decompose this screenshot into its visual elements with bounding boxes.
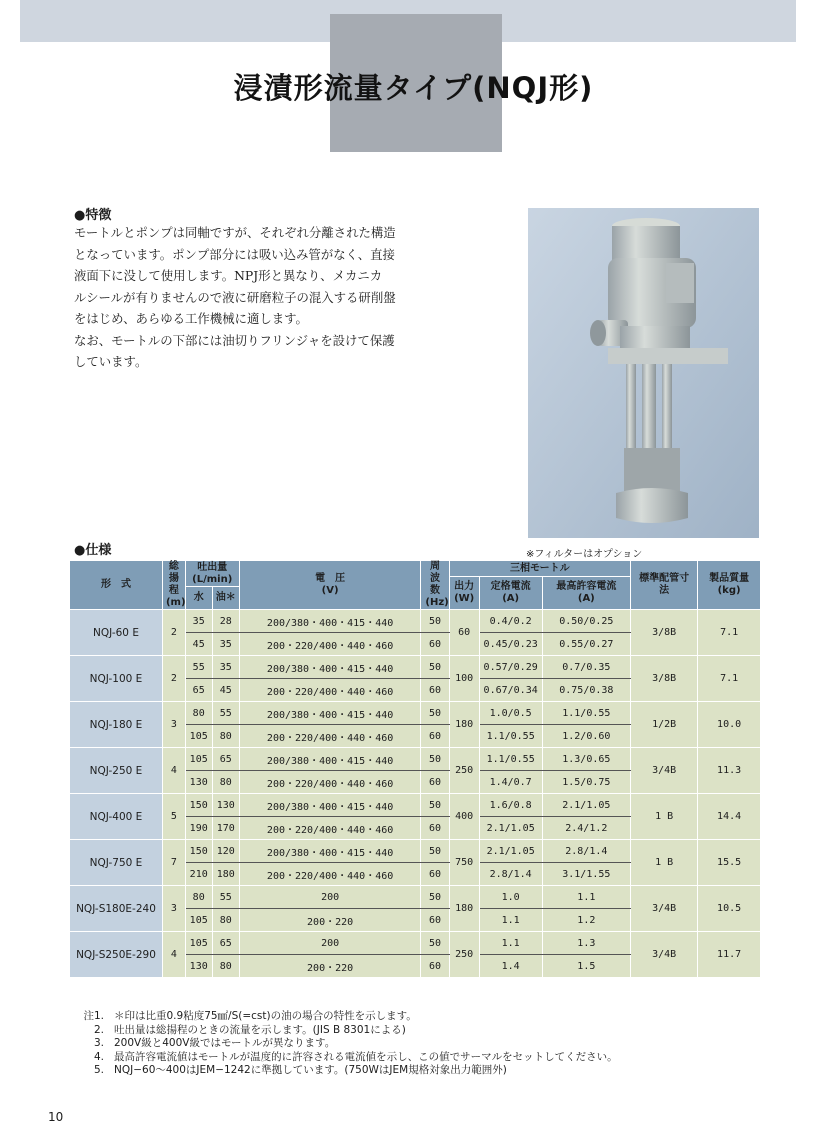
head-cell: 2 bbox=[162, 656, 185, 702]
water-cell: 105 bbox=[185, 909, 212, 932]
water-cell: 130 bbox=[185, 955, 212, 978]
spec-row bbox=[70, 610, 761, 633]
pipe-cell: 1 B bbox=[631, 794, 698, 840]
features-line: ルシールが有りませんので液に研磨粒子の混入する研削盤 bbox=[74, 289, 396, 305]
header-weight-label: 製品質量 bbox=[709, 573, 750, 584]
voltage-cell: 200・220/400・440・460 bbox=[239, 771, 421, 794]
note-number: 3. bbox=[93, 1037, 104, 1049]
water-cell: 80 bbox=[185, 702, 212, 725]
head-cell: 5 bbox=[162, 794, 185, 840]
oil-cell: 120 bbox=[212, 840, 239, 863]
maxcur-cell: 1.2 bbox=[542, 909, 631, 932]
freq-cell: 60 bbox=[421, 955, 449, 978]
voltage-cell: 200 bbox=[239, 886, 421, 909]
water-cell: 55 bbox=[185, 656, 212, 679]
weight-cell: 14.4 bbox=[698, 794, 761, 840]
output-cell: 100 bbox=[449, 656, 479, 702]
voltage-cell: 200/380・400・415・440 bbox=[239, 610, 421, 633]
freq-cell: 50 bbox=[421, 932, 449, 955]
rated-cell: 1.1 bbox=[479, 932, 542, 955]
features-text bbox=[74, 222, 444, 373]
header-head: 総揚程(m) bbox=[162, 561, 185, 610]
features-line: しています。 bbox=[74, 354, 148, 369]
oil-cell: 130 bbox=[212, 794, 239, 817]
oil-cell: 180 bbox=[212, 863, 239, 886]
water-cell: 190 bbox=[185, 817, 212, 840]
model-cell: NQJ-400 E bbox=[70, 794, 163, 840]
header-maxcur bbox=[542, 577, 631, 610]
oil-cell: 55 bbox=[212, 886, 239, 909]
maxcur-cell: 0.75/0.38 bbox=[542, 679, 631, 702]
weight-cell: 11.3 bbox=[698, 748, 761, 794]
rated-cell: 1.1/0.55 bbox=[479, 725, 542, 748]
pump-illustration bbox=[528, 208, 759, 538]
header-motor: 三相モートル bbox=[449, 561, 631, 577]
freq-cell: 50 bbox=[421, 610, 449, 633]
water-cell: 210 bbox=[185, 863, 212, 886]
model-cell: NQJ-250 E bbox=[70, 748, 163, 794]
maxcur-cell: 0.55/0.27 bbox=[542, 633, 631, 656]
header-rated-label: 定格電流 bbox=[490, 581, 531, 592]
note-row bbox=[70, 1024, 618, 1038]
rated-cell: 0.45/0.23 bbox=[479, 633, 542, 656]
output-cell: 250 bbox=[449, 932, 479, 978]
weight-cell: 10.5 bbox=[698, 886, 761, 932]
voltage-cell: 200/380・400・415・440 bbox=[239, 656, 421, 679]
note-number: 注1. bbox=[83, 1010, 104, 1022]
features-line: をはじめ、あらゆる工作機械に適します。 bbox=[74, 311, 308, 326]
model-cell: NQJ-180 E bbox=[70, 702, 163, 748]
water-cell: 105 bbox=[185, 748, 212, 771]
freq-cell: 60 bbox=[421, 863, 449, 886]
oil-cell: 35 bbox=[212, 633, 239, 656]
maxcur-cell: 1.5 bbox=[542, 955, 631, 978]
note-number: 4. bbox=[93, 1050, 104, 1063]
freq-cell: 60 bbox=[421, 679, 449, 702]
maxcur-cell: 3.1/1.55 bbox=[542, 863, 631, 886]
voltage-cell: 200・220/400・440・460 bbox=[239, 633, 421, 656]
header-water: 水 bbox=[185, 587, 212, 610]
pipe-cell: 3/8B bbox=[631, 656, 698, 702]
rated-cell: 1.1 bbox=[479, 909, 542, 932]
rated-cell: 0.67/0.34 bbox=[479, 679, 542, 702]
voltage-cell: 200/380・400・415・440 bbox=[239, 794, 421, 817]
pump-photo bbox=[528, 208, 759, 538]
maxcur-cell: 1.2/0.60 bbox=[542, 725, 631, 748]
header-maxcur-label: 最高許容電流 bbox=[556, 581, 617, 592]
rated-cell: 1.1/0.55 bbox=[479, 748, 542, 771]
header-rated-unit: (A) bbox=[502, 593, 520, 604]
freq-cell: 50 bbox=[421, 748, 449, 771]
rated-cell: 0.4/0.2 bbox=[479, 610, 542, 633]
header-voltage bbox=[239, 561, 421, 610]
oil-cell: 55 bbox=[212, 702, 239, 725]
output-cell: 750 bbox=[449, 840, 479, 886]
head-cell: 4 bbox=[162, 932, 185, 978]
water-cell: 150 bbox=[185, 794, 212, 817]
output-cell: 60 bbox=[449, 610, 479, 656]
spec-row bbox=[70, 886, 761, 909]
water-cell: 45 bbox=[185, 633, 212, 656]
spec-row bbox=[70, 702, 761, 725]
spec-table bbox=[69, 560, 761, 978]
voltage-cell: 200/380・400・415・440 bbox=[239, 748, 421, 771]
freq-cell: 60 bbox=[421, 633, 449, 656]
maxcur-cell: 1.1/0.55 bbox=[542, 702, 631, 725]
features-line: 液面下に没して使用します。NPJ形と異なり、メカニカ bbox=[74, 268, 383, 283]
voltage-cell: 200/380・400・415・440 bbox=[239, 840, 421, 863]
oil-cell: 80 bbox=[212, 955, 239, 978]
weight-cell: 7.1 bbox=[698, 656, 761, 702]
spec-body bbox=[70, 610, 761, 978]
note-text: 吐出量は総揚程のときの流量を示します。(JIS B 8301による) bbox=[114, 1023, 406, 1036]
freq-cell: 60 bbox=[421, 725, 449, 748]
header-voltage-unit: (V) bbox=[321, 585, 339, 596]
pipe-cell: 3/4B bbox=[631, 932, 698, 978]
oil-cell: 35 bbox=[212, 656, 239, 679]
rated-cell: 1.4/0.7 bbox=[479, 771, 542, 794]
header-model: 形 式 bbox=[70, 561, 163, 610]
notes bbox=[70, 1010, 618, 1078]
freq-cell: 60 bbox=[421, 771, 449, 794]
model-cell: NQJ-750 E bbox=[70, 840, 163, 886]
rated-cell: 2.1/1.05 bbox=[479, 840, 542, 863]
header-pipe: 標準配管寸法 bbox=[631, 561, 698, 610]
oil-cell: 80 bbox=[212, 771, 239, 794]
water-cell: 150 bbox=[185, 840, 212, 863]
weight-cell: 7.1 bbox=[698, 610, 761, 656]
oil-cell: 80 bbox=[212, 909, 239, 932]
note-text: 最高許容電流値はモートルが温度的に許容される電流値を示し、この値でサーマルをセットしてください。 bbox=[114, 1050, 618, 1063]
output-cell: 250 bbox=[449, 748, 479, 794]
weight-cell: 10.0 bbox=[698, 702, 761, 748]
voltage-cell: 200・220 bbox=[239, 955, 421, 978]
head-cell: 3 bbox=[162, 702, 185, 748]
pipe-cell: 1/2B bbox=[631, 702, 698, 748]
note-row bbox=[70, 1037, 618, 1051]
voltage-cell: 200 bbox=[239, 932, 421, 955]
features-line: なお、モートルの下部には油切りフリンジャを設けて保護 bbox=[74, 332, 395, 348]
note-number: 2. bbox=[93, 1023, 104, 1036]
note-text: 200V級と400V級ではモートルが異なります。 bbox=[114, 1037, 336, 1049]
spec-row bbox=[70, 794, 761, 817]
model-cell: NQJ-S180E-240 bbox=[70, 886, 163, 932]
page-title: 浸漬形流量タイプ(NQJ形) bbox=[233, 71, 594, 105]
maxcur-cell: 0.7/0.35 bbox=[542, 656, 631, 679]
maxcur-cell: 1.1 bbox=[542, 886, 631, 909]
note-row bbox=[70, 1051, 618, 1065]
note-text: NQJ−60〜400はJEM−1242に準拠しています。(750WはJEM規格対象出力範囲外) bbox=[114, 1064, 507, 1076]
output-cell: 180 bbox=[449, 886, 479, 932]
voltage-cell: 200・220/400・440・460 bbox=[239, 863, 421, 886]
weight-cell: 11.7 bbox=[698, 932, 761, 978]
freq-cell: 50 bbox=[421, 656, 449, 679]
freq-cell: 60 bbox=[421, 817, 449, 840]
header-weight bbox=[698, 561, 761, 610]
note-number: 5. bbox=[93, 1064, 104, 1076]
pipe-cell: 3/4B bbox=[631, 748, 698, 794]
note-text: ＊印は比重0.9粘度75㎟/S(=cst)の油の場合の特性を示します。 bbox=[114, 1010, 417, 1022]
rated-cell: 0.57/0.29 bbox=[479, 656, 542, 679]
water-cell: 65 bbox=[185, 679, 212, 702]
oil-cell: 170 bbox=[212, 817, 239, 840]
oil-cell: 65 bbox=[212, 748, 239, 771]
spec-row bbox=[70, 748, 761, 771]
head-cell: 3 bbox=[162, 886, 185, 932]
spec-row bbox=[70, 840, 761, 863]
maxcur-cell: 2.4/1.2 bbox=[542, 817, 631, 840]
voltage-cell: 200・220/400・440・460 bbox=[239, 725, 421, 748]
output-cell: 400 bbox=[449, 794, 479, 840]
spec-row bbox=[70, 932, 761, 955]
voltage-cell: 200・220/400・440・460 bbox=[239, 817, 421, 840]
model-cell: NQJ-S250E-290 bbox=[70, 932, 163, 978]
model-cell: NQJ-100 E bbox=[70, 656, 163, 702]
spec-heading: ●仕様 bbox=[74, 543, 112, 558]
rated-cell: 2.8/1.4 bbox=[479, 863, 542, 886]
maxcur-cell: 1.3/0.65 bbox=[542, 748, 631, 771]
freq-cell: 50 bbox=[421, 794, 449, 817]
filter-note: ※フィルターはオプション bbox=[526, 549, 643, 560]
rated-cell: 1.4 bbox=[479, 955, 542, 978]
maxcur-cell: 0.50/0.25 bbox=[542, 610, 631, 633]
output-cell: 180 bbox=[449, 702, 479, 748]
maxcur-cell: 1.5/0.75 bbox=[542, 771, 631, 794]
maxcur-cell: 1.3 bbox=[542, 932, 631, 955]
rated-cell: 1.0/0.5 bbox=[479, 702, 542, 725]
water-cell: 105 bbox=[185, 725, 212, 748]
water-cell: 130 bbox=[185, 771, 212, 794]
model-cell: NQJ-60 E bbox=[70, 610, 163, 656]
head-cell: 4 bbox=[162, 748, 185, 794]
header-rated bbox=[479, 577, 542, 610]
features-heading: ●特徴 bbox=[74, 208, 112, 223]
oil-cell: 80 bbox=[212, 725, 239, 748]
water-cell: 80 bbox=[185, 886, 212, 909]
freq-cell: 50 bbox=[421, 702, 449, 725]
page-number: 10 bbox=[48, 1110, 64, 1124]
spec-row bbox=[70, 656, 761, 679]
pipe-cell: 3/4B bbox=[631, 886, 698, 932]
voltage-cell: 200・220/400・440・460 bbox=[239, 679, 421, 702]
oil-cell: 45 bbox=[212, 679, 239, 702]
freq-cell: 50 bbox=[421, 840, 449, 863]
header-voltage-label: 電 圧 bbox=[315, 573, 346, 584]
pipe-cell: 1 B bbox=[631, 840, 698, 886]
rated-cell: 2.1/1.05 bbox=[479, 817, 542, 840]
head-cell: 2 bbox=[162, 610, 185, 656]
oil-cell: 28 bbox=[212, 610, 239, 633]
freq-cell: 50 bbox=[421, 886, 449, 909]
header-flow: 吐出量(L/min) bbox=[185, 561, 239, 587]
features-line: モートルとポンプは同軸ですが、それぞれ分離された構造 bbox=[74, 225, 396, 240]
note-row bbox=[70, 1064, 618, 1078]
head-cell: 7 bbox=[162, 840, 185, 886]
features-line: となっています。ポンプ部分には吸い込み管がなく、直接 bbox=[74, 246, 395, 262]
rated-cell: 1.0 bbox=[479, 886, 542, 909]
pipe-cell: 3/8B bbox=[631, 610, 698, 656]
header-maxcur-unit: (A) bbox=[577, 593, 595, 604]
water-cell: 35 bbox=[185, 610, 212, 633]
freq-cell: 60 bbox=[421, 909, 449, 932]
weight-cell: 15.5 bbox=[698, 840, 761, 886]
header-output: 出力(W) bbox=[449, 577, 479, 610]
maxcur-cell: 2.8/1.4 bbox=[542, 840, 631, 863]
header-oil: 油＊ bbox=[212, 587, 239, 610]
header-weight-unit: (kg) bbox=[717, 585, 741, 596]
water-cell: 105 bbox=[185, 932, 212, 955]
note-row bbox=[70, 1010, 618, 1024]
voltage-cell: 200/380・400・415・440 bbox=[239, 702, 421, 725]
rated-cell: 1.6/0.8 bbox=[479, 794, 542, 817]
maxcur-cell: 2.1/1.05 bbox=[542, 794, 631, 817]
voltage-cell: 200・220 bbox=[239, 909, 421, 932]
header-freq: 周波数(Hz) bbox=[421, 561, 449, 610]
oil-cell: 65 bbox=[212, 932, 239, 955]
